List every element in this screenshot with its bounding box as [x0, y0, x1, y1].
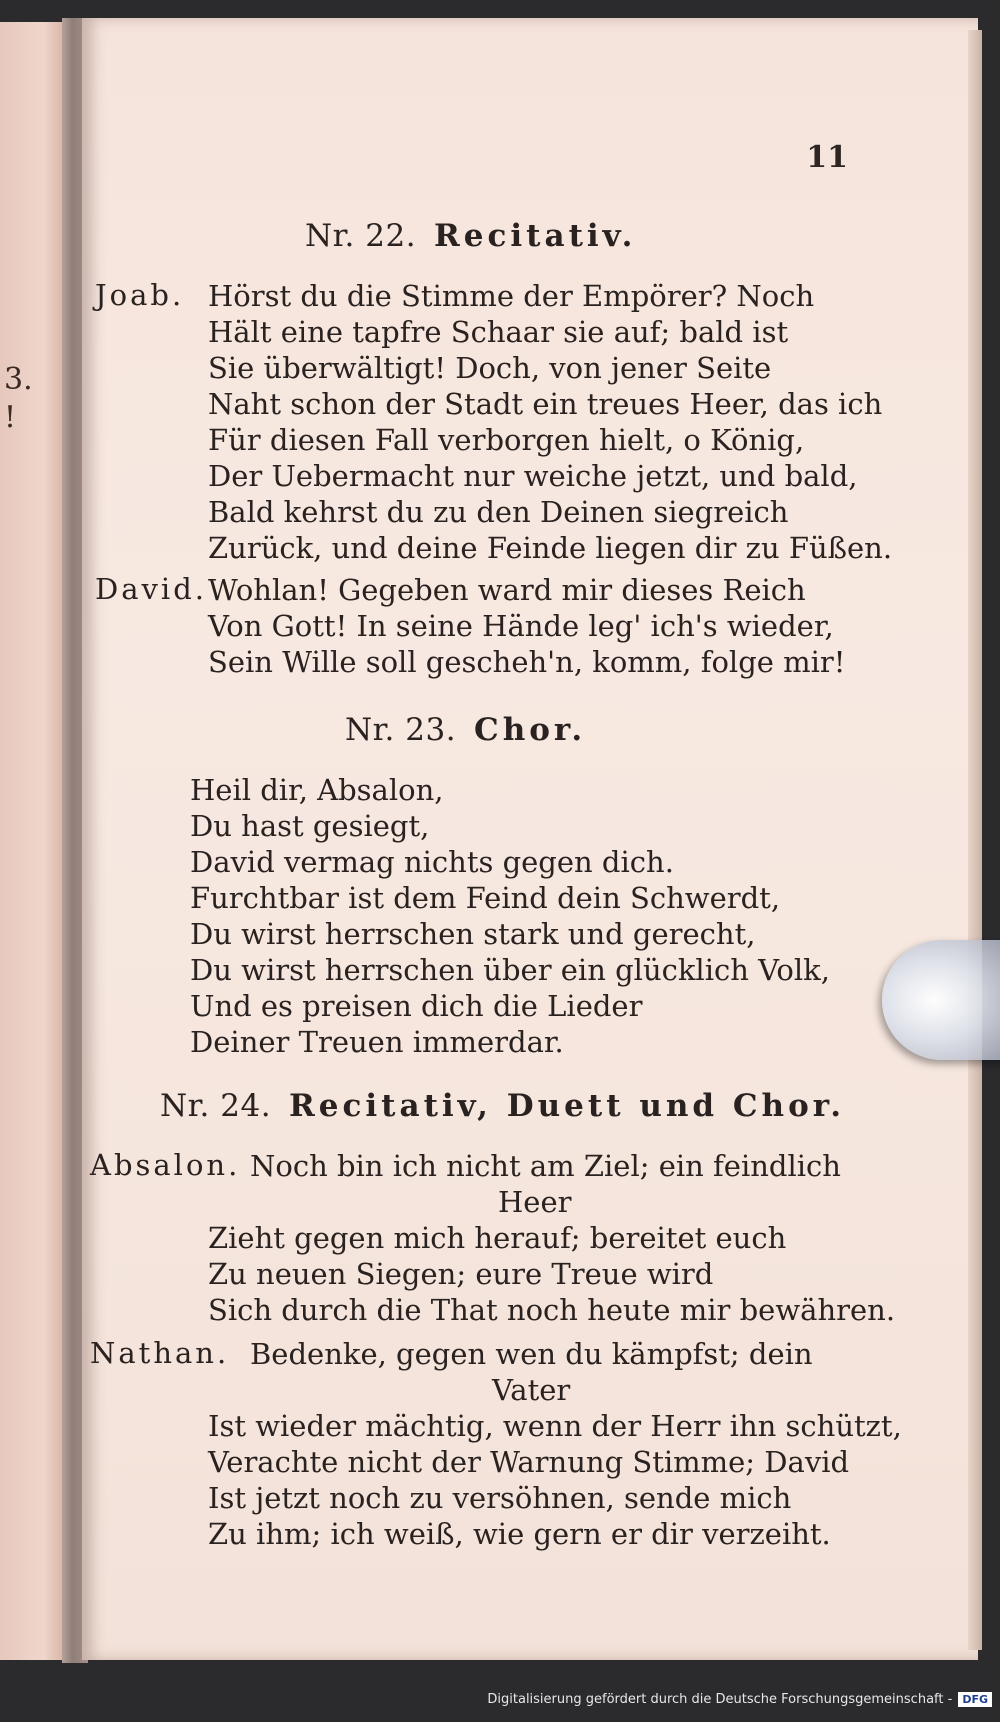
verse-line: Du hast gesiegt, — [190, 809, 430, 843]
verse-line: Zieht gegen mich herauf; bereitet euch — [208, 1221, 787, 1255]
verse-line: Bald kehrst du zu den Deinen siegreich — [208, 495, 789, 529]
speaker-name: Joab. — [95, 278, 185, 312]
verse-line: Zu neuen Siegen; eure Treue wird — [208, 1257, 714, 1291]
section-number: Nr. 23. — [345, 712, 457, 748]
section-heading-24 — [160, 1088, 845, 1124]
page-number: 11 — [806, 140, 848, 175]
verse-line: Verachte nicht der Warnung Stimme; David — [208, 1445, 850, 1479]
verse-line: David vermag nichts gegen dich. — [190, 845, 674, 879]
section-heading-23 — [345, 712, 586, 748]
speaker-name: David. — [95, 572, 207, 606]
previous-page-fragment-2: ! — [4, 400, 17, 435]
verse-line: Du wirst herrschen über ein glücklich Volk, — [190, 953, 830, 987]
speaker-name: Nathan. — [90, 1336, 230, 1370]
verse-line: Deiner Treuen immerdar. — [190, 1025, 564, 1059]
verse-line: Hält eine tapfre Schaar sie auf; bald ist — [208, 315, 789, 349]
digitization-credit — [0, 1692, 992, 1707]
verse-line: Noch bin ich nicht am Ziel; ein feindlich — [250, 1149, 841, 1183]
credit-text: Digitalisierung gefördert durch die Deutsche Forschungsgemeinschaft - — [487, 1692, 953, 1707]
verse-line: Von Gott! In seine Hände leg' ich's wieder, — [208, 609, 834, 643]
verse-line: Heil dir, Absalon, — [190, 773, 444, 807]
previous-page-fragment-1: 3. — [4, 362, 33, 397]
section-title: Recitativ. — [434, 218, 637, 254]
verse-line: Hörst du die Stimme der Empörer? Noch — [208, 279, 815, 313]
verse-line: Ist jetzt noch zu versöhnen, sende mich — [208, 1481, 792, 1515]
verse-line: Und es preisen dich die Lieder — [190, 989, 643, 1023]
verse-line: Du wirst herrschen stark und gerecht, — [190, 917, 756, 951]
page-edge — [968, 30, 982, 1650]
section-heading-22 — [305, 218, 636, 254]
verse-line: Sein Wille soll gescheh'n, komm, folge mir! — [208, 645, 846, 679]
previous-page-fragment — [0, 22, 62, 1660]
verse-line: Heer — [498, 1185, 572, 1219]
section-number: Nr. 22. — [305, 218, 417, 254]
page-clip — [882, 940, 1000, 1060]
verse-line: Vater — [492, 1373, 571, 1407]
speaker-name: Absalon. — [90, 1148, 241, 1182]
section-title: Chor. — [474, 712, 587, 748]
dfg-logo: DFG — [958, 1692, 992, 1707]
verse-line: Zu ihm; ich weiß, wie gern er dir verzeiht. — [208, 1517, 831, 1551]
verse-line: Der Uebermacht nur weiche jetzt, und bald, — [208, 459, 858, 493]
section-title: Recitativ, Duett und Chor. — [289, 1088, 846, 1124]
section-number: Nr. 24. — [160, 1088, 272, 1124]
verse-line: Bedenke, gegen wen du kämpfst; dein — [250, 1337, 813, 1371]
verse-line: Für diesen Fall verborgen hielt, o König, — [208, 423, 805, 457]
verse-line: Sich durch die That noch heute mir bewähren. — [208, 1293, 896, 1327]
verse-line: Furchtbar ist dem Feind dein Schwerdt, — [190, 881, 781, 915]
verse-line: Ist wieder mächtig, wenn der Herr ihn schützt, — [208, 1409, 902, 1443]
verse-line: Wohlan! Gegeben ward mir dieses Reich — [208, 573, 806, 607]
verse-line: Naht schon der Stadt ein treues Heer, das ich — [208, 387, 883, 421]
verse-line: Sie überwältigt! Doch, von jener Seite — [208, 351, 772, 385]
verse-line: Zurück, und deine Feinde liegen dir zu Füßen. — [208, 531, 893, 565]
